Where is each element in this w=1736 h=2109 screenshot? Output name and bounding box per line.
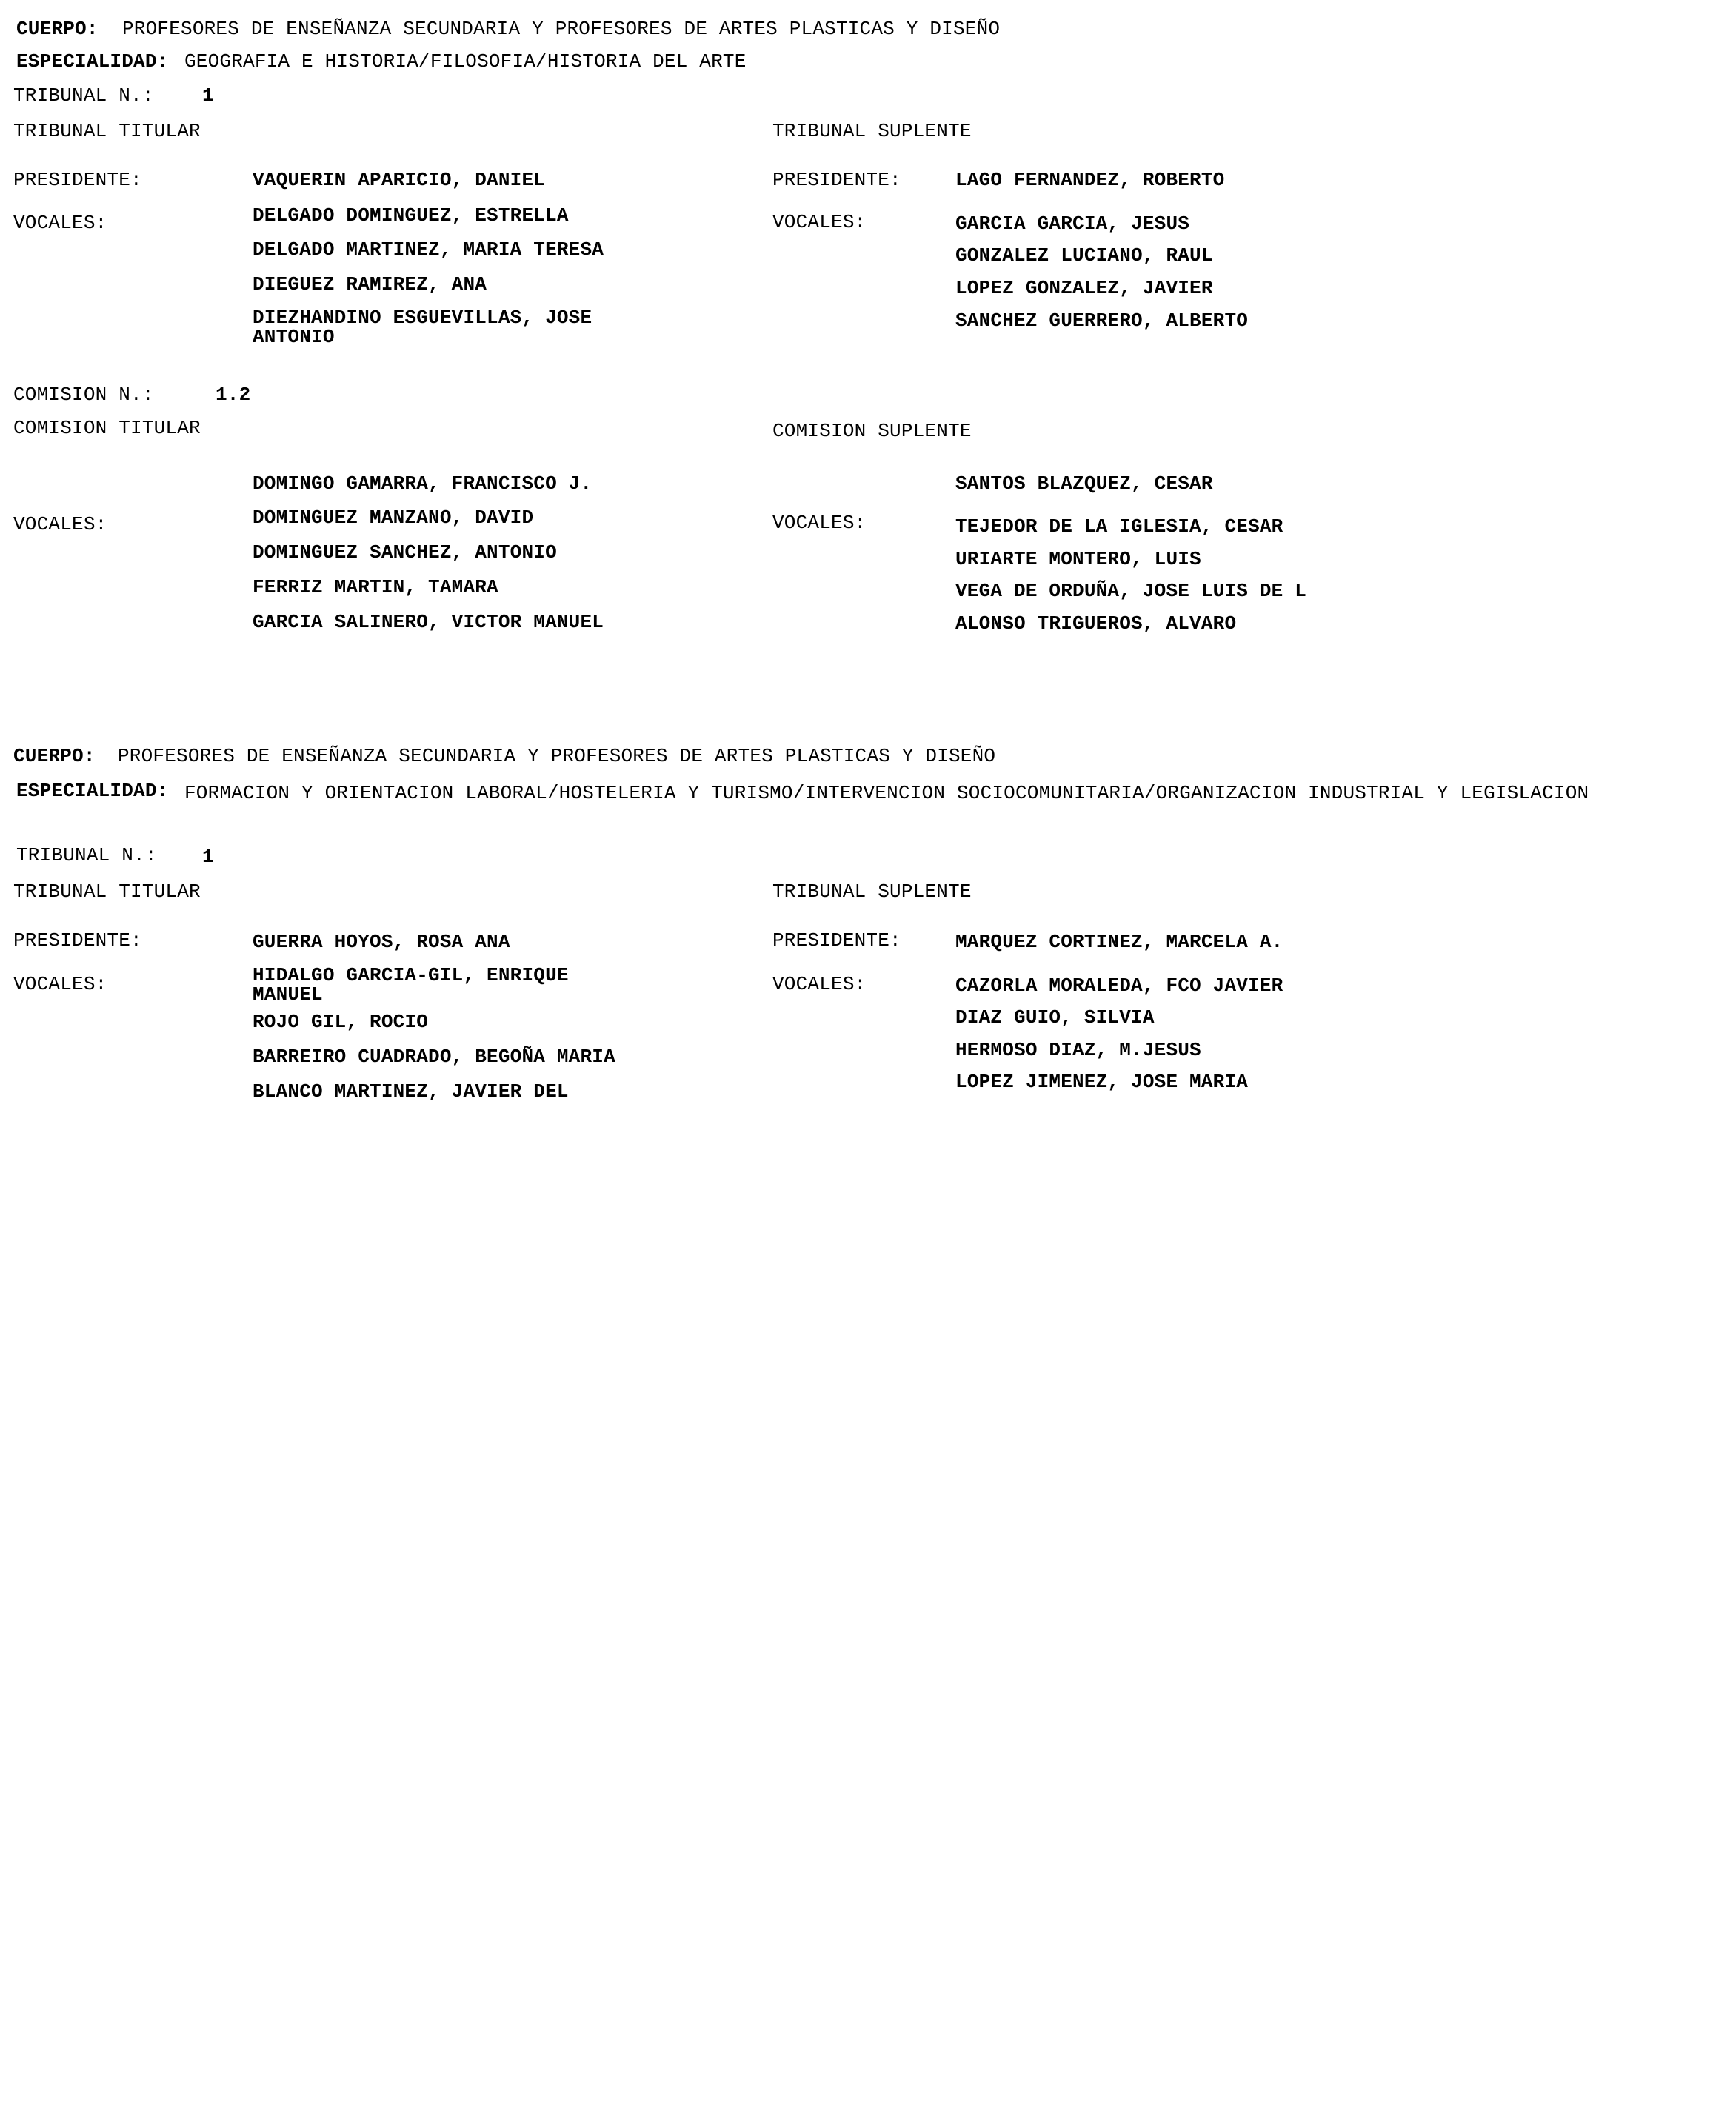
vocales-label: VOCALES:: [772, 973, 867, 995]
comision-titular-member: DOMINGUEZ SANCHEZ, ANTONIO: [253, 541, 557, 564]
vocales-label: VOCALES:: [13, 973, 107, 995]
vocales-label: VOCALES:: [13, 513, 107, 535]
presidente-label: PRESIDENTE:: [13, 929, 142, 952]
titular-vocal: ROJO GIL, ROCIO: [253, 1011, 429, 1033]
suplente-vocal: GONZALEZ LUCIANO, RAUL: [955, 244, 1213, 267]
vocales-label: VOCALES:: [772, 211, 867, 233]
comision-number: 1.2: [216, 384, 251, 406]
presidente-label: PRESIDENTE:: [13, 169, 142, 191]
suplente-vocal: LOPEZ JIMENEZ, JOSE MARIA: [955, 1071, 1249, 1093]
vocales-label: VOCALES:: [772, 512, 867, 534]
comision-titular-member: DOMINGO GAMARRA, FRANCISCO J.: [253, 472, 592, 495]
presidente-label: PRESIDENTE:: [772, 929, 901, 952]
comision-suplente-member: URIARTE MONTERO, LUIS: [955, 548, 1201, 570]
tribunal-label: TRIBUNAL N.:: [16, 844, 157, 866]
titular-vocal: DIEZHANDINO ESGUEVILLAS, JOSE ANTONIO: [253, 307, 592, 348]
suplente-vocal: SANCHEZ GUERRERO, ALBERTO: [955, 310, 1249, 332]
tribunal-suplente-heading: TRIBUNAL SUPLENTE: [772, 880, 972, 903]
comision-titular-member: DOMINGUEZ MANZANO, DAVID: [253, 507, 534, 529]
suplente-presidente: MARQUEZ CORTINEZ, MARCELA A.: [955, 931, 1283, 953]
especialidad-label: ESPECIALIDAD:: [16, 50, 169, 73]
cuerpo-label: CUERPO:: [16, 18, 99, 40]
comision-suplente-member: VEGA DE ORDUÑA, JOSE LUIS DE L: [955, 580, 1307, 602]
titular-vocal: DELGADO DOMINGUEZ, ESTRELLA: [253, 204, 569, 227]
titular-presidente: GUERRA HOYOS, ROSA ANA: [253, 931, 510, 953]
tribunal-titular-heading: TRIBUNAL TITULAR: [13, 880, 201, 903]
suplente-presidente: LAGO FERNANDEZ, ROBERTO: [955, 169, 1225, 191]
suplente-vocal: HERMOSO DIAZ, M.JESUS: [955, 1039, 1201, 1061]
presidente-label: PRESIDENTE:: [772, 169, 901, 191]
suplente-vocal: CAZORLA MORALEDA, FCO JAVIER: [955, 975, 1283, 997]
cuerpo-label: CUERPO:: [13, 745, 96, 767]
titular-vocal: BARREIRO CUADRADO, BEGOÑA MARIA: [253, 1046, 615, 1068]
comision-suplente-member: TEJEDOR DE LA IGLESIA, CESAR: [955, 515, 1283, 538]
comision-titular-member: GARCIA SALINERO, VICTOR MANUEL: [253, 611, 604, 633]
suplente-vocal: GARCIA GARCIA, JESUS: [955, 213, 1190, 235]
comision-suplente-heading: COMISION SUPLENTE: [772, 420, 972, 442]
suplente-vocal: DIAZ GUIO, SILVIA: [955, 1006, 1155, 1029]
titular-vocal: DIEGUEZ RAMIREZ, ANA: [253, 273, 487, 295]
tribunal-label: TRIBUNAL N.:: [13, 84, 154, 107]
especialidad-value: FORMACION Y ORIENTACION LABORAL/HOSTELERIA Y TURISMO/INTERVENCION SOCIOCOMUNITARIA/ORGANIZACION INDUSTRIAL Y LEGISLACION: [184, 782, 1589, 804]
tribunal-titular-heading: TRIBUNAL TITULAR: [13, 120, 201, 142]
tribunal-number: 1: [202, 846, 214, 868]
vocales-label: VOCALES:: [13, 212, 107, 234]
titular-vocal: DELGADO MARTINEZ, MARIA TERESA: [253, 238, 604, 261]
titular-presidente: VAQUERIN APARICIO, DANIEL: [253, 169, 546, 191]
cuerpo-value: PROFESORES DE ENSEÑANZA SECUNDARIA Y PROFESORES DE ARTES PLASTICAS Y DISEÑO: [118, 745, 996, 767]
comision-titular-heading: COMISION TITULAR: [13, 417, 201, 439]
suplente-vocal: LOPEZ GONZALEZ, JAVIER: [955, 277, 1213, 299]
cuerpo-value: PROFESORES DE ENSEÑANZA SECUNDARIA Y PROFESORES DE ARTES PLASTICAS Y DISEÑO: [122, 18, 1001, 40]
especialidad-value: GEOGRAFIA E HISTORIA/FILOSOFIA/HISTORIA DEL ARTE: [184, 50, 747, 73]
titular-vocal: BLANCO MARTINEZ, JAVIER DEL: [253, 1080, 569, 1103]
comision-titular-member: FERRIZ MARTIN, TAMARA: [253, 576, 498, 598]
titular-vocal: HIDALGO GARCIA-GIL, ENRIQUE MANUEL: [253, 964, 569, 1006]
comision-label: COMISION N.:: [13, 384, 154, 406]
tribunal-number: 1: [202, 84, 214, 107]
comision-suplente-member: SANTOS BLAZQUEZ, CESAR: [955, 472, 1213, 495]
comision-suplente-member: ALONSO TRIGUEROS, ALVARO: [955, 612, 1237, 635]
especialidad-label: ESPECIALIDAD:: [16, 780, 169, 802]
tribunal-suplente-heading: TRIBUNAL SUPLENTE: [772, 120, 972, 142]
